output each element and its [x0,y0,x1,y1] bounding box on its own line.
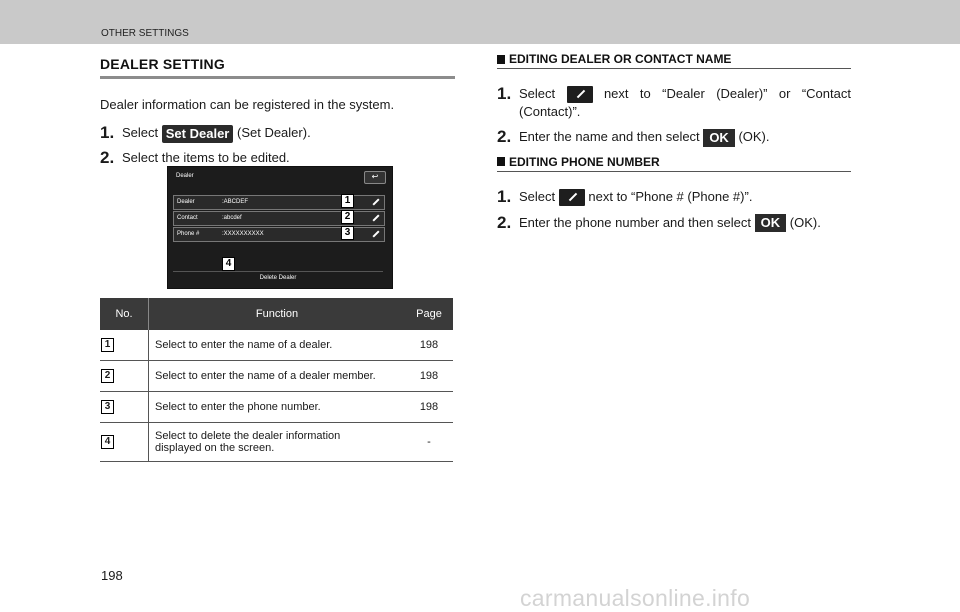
editing-name-heading [497,52,851,69]
delete-dealer-button[interactable]: Delete Dealer [173,271,383,284]
step-text: Select the items to be edited. [122,149,290,165]
function-cell: Select to enter the name of a dealer member. [149,361,406,392]
page-cell: 198 [405,392,453,423]
step-text: Enter the name and then select [519,129,700,145]
pencil-icon [372,230,379,237]
phone-step-2 [497,214,851,233]
step-text: (OK). [789,214,821,230]
pencil-icon[interactable] [559,189,585,206]
function-cell: Select to enter the phone number. [149,392,406,423]
pencil-icon [372,198,379,205]
page-cell: 198 [405,361,453,392]
row-value: :ABCDEF [222,199,249,205]
intro-text: Dealer information can be registered in the system. [100,97,395,112]
step-number: 1. [100,123,115,142]
step-text: next to “Dealer (Dealer)” or “Contact (Contact)”. [519,86,851,120]
step-2 [100,149,455,166]
pencil-icon [372,214,379,221]
row-value: :XXXXXXXXXX [222,231,264,237]
page-cell: 198 [405,330,453,361]
table-row [100,330,453,361]
number-badge: 1 [101,338,114,352]
dealer-setting-heading: DEALER SETTING [100,56,455,79]
name-step-2 [497,128,851,147]
number-badge: 4 [101,435,114,449]
name-step-1 [497,85,851,120]
callout-1: 1 [341,194,354,208]
left-column [100,56,455,166]
screen-title: Dealer [176,173,194,179]
function-cell: Select to enter the name of a dealer. [149,330,406,361]
phone-step-1 [497,188,851,206]
editing-phone-heading [497,155,851,172]
right-column [497,52,851,232]
step-number: 2. [100,147,115,167]
page-cell: - [405,423,453,462]
row-label: Phone # [177,231,200,237]
back-icon[interactable]: ↩ [364,171,386,184]
step-text: (Set Dealer). [236,125,311,140]
table-row [100,423,453,462]
step-text: (OK). [738,129,770,145]
step-number: 2. [497,127,512,147]
callout-3: 3 [341,226,354,240]
heading-text: EDITING DEALER OR CONTACT NAME [509,52,732,66]
number-badge: 3 [101,400,114,414]
step-number: 1. [497,186,512,206]
watermark: carmanualsonline.info [520,585,751,611]
function-line: Select to delete the dealer information [155,430,341,442]
ok-button[interactable]: OK [755,214,787,232]
section-title: OTHER SETTINGS [101,28,189,39]
table-row [100,361,453,392]
function-line: displayed on the screen. [155,442,275,454]
callout-2: 2 [341,210,354,224]
pencil-icon[interactable] [567,86,593,103]
page-number: 198 [101,568,123,583]
col-header-no: No. [100,298,149,330]
set-dealer-button[interactable]: Set Dealer [162,125,234,143]
dealer-screen-illustration [167,166,393,289]
table-row [100,392,453,423]
function-cell [149,423,406,462]
square-bullet-icon [497,157,505,166]
step-number: 1. [497,84,512,103]
number-badge: 2 [101,369,114,383]
row-label: Dealer [177,199,195,205]
row-value: :abcdef [222,215,242,221]
step-text: Select [519,188,556,204]
step-text: Select [122,125,159,140]
heading-text: EDITING PHONE NUMBER [509,154,660,169]
table-header-row [100,298,453,330]
ok-button[interactable]: OK [703,129,735,147]
function-table [100,298,453,462]
callout-4: 4 [222,257,235,271]
step-text: Select [519,86,556,101]
step-text: next to “Phone # (Phone #)”. [588,188,753,204]
col-header-page: Page [405,298,453,330]
step-text: Enter the phone number and then select [519,214,751,230]
step-1 [100,124,455,143]
row-label: Contact [177,215,198,221]
step-number: 2. [497,212,512,232]
square-bullet-icon [497,55,505,64]
col-header-function: Function [149,298,406,330]
header-bar [0,0,960,44]
